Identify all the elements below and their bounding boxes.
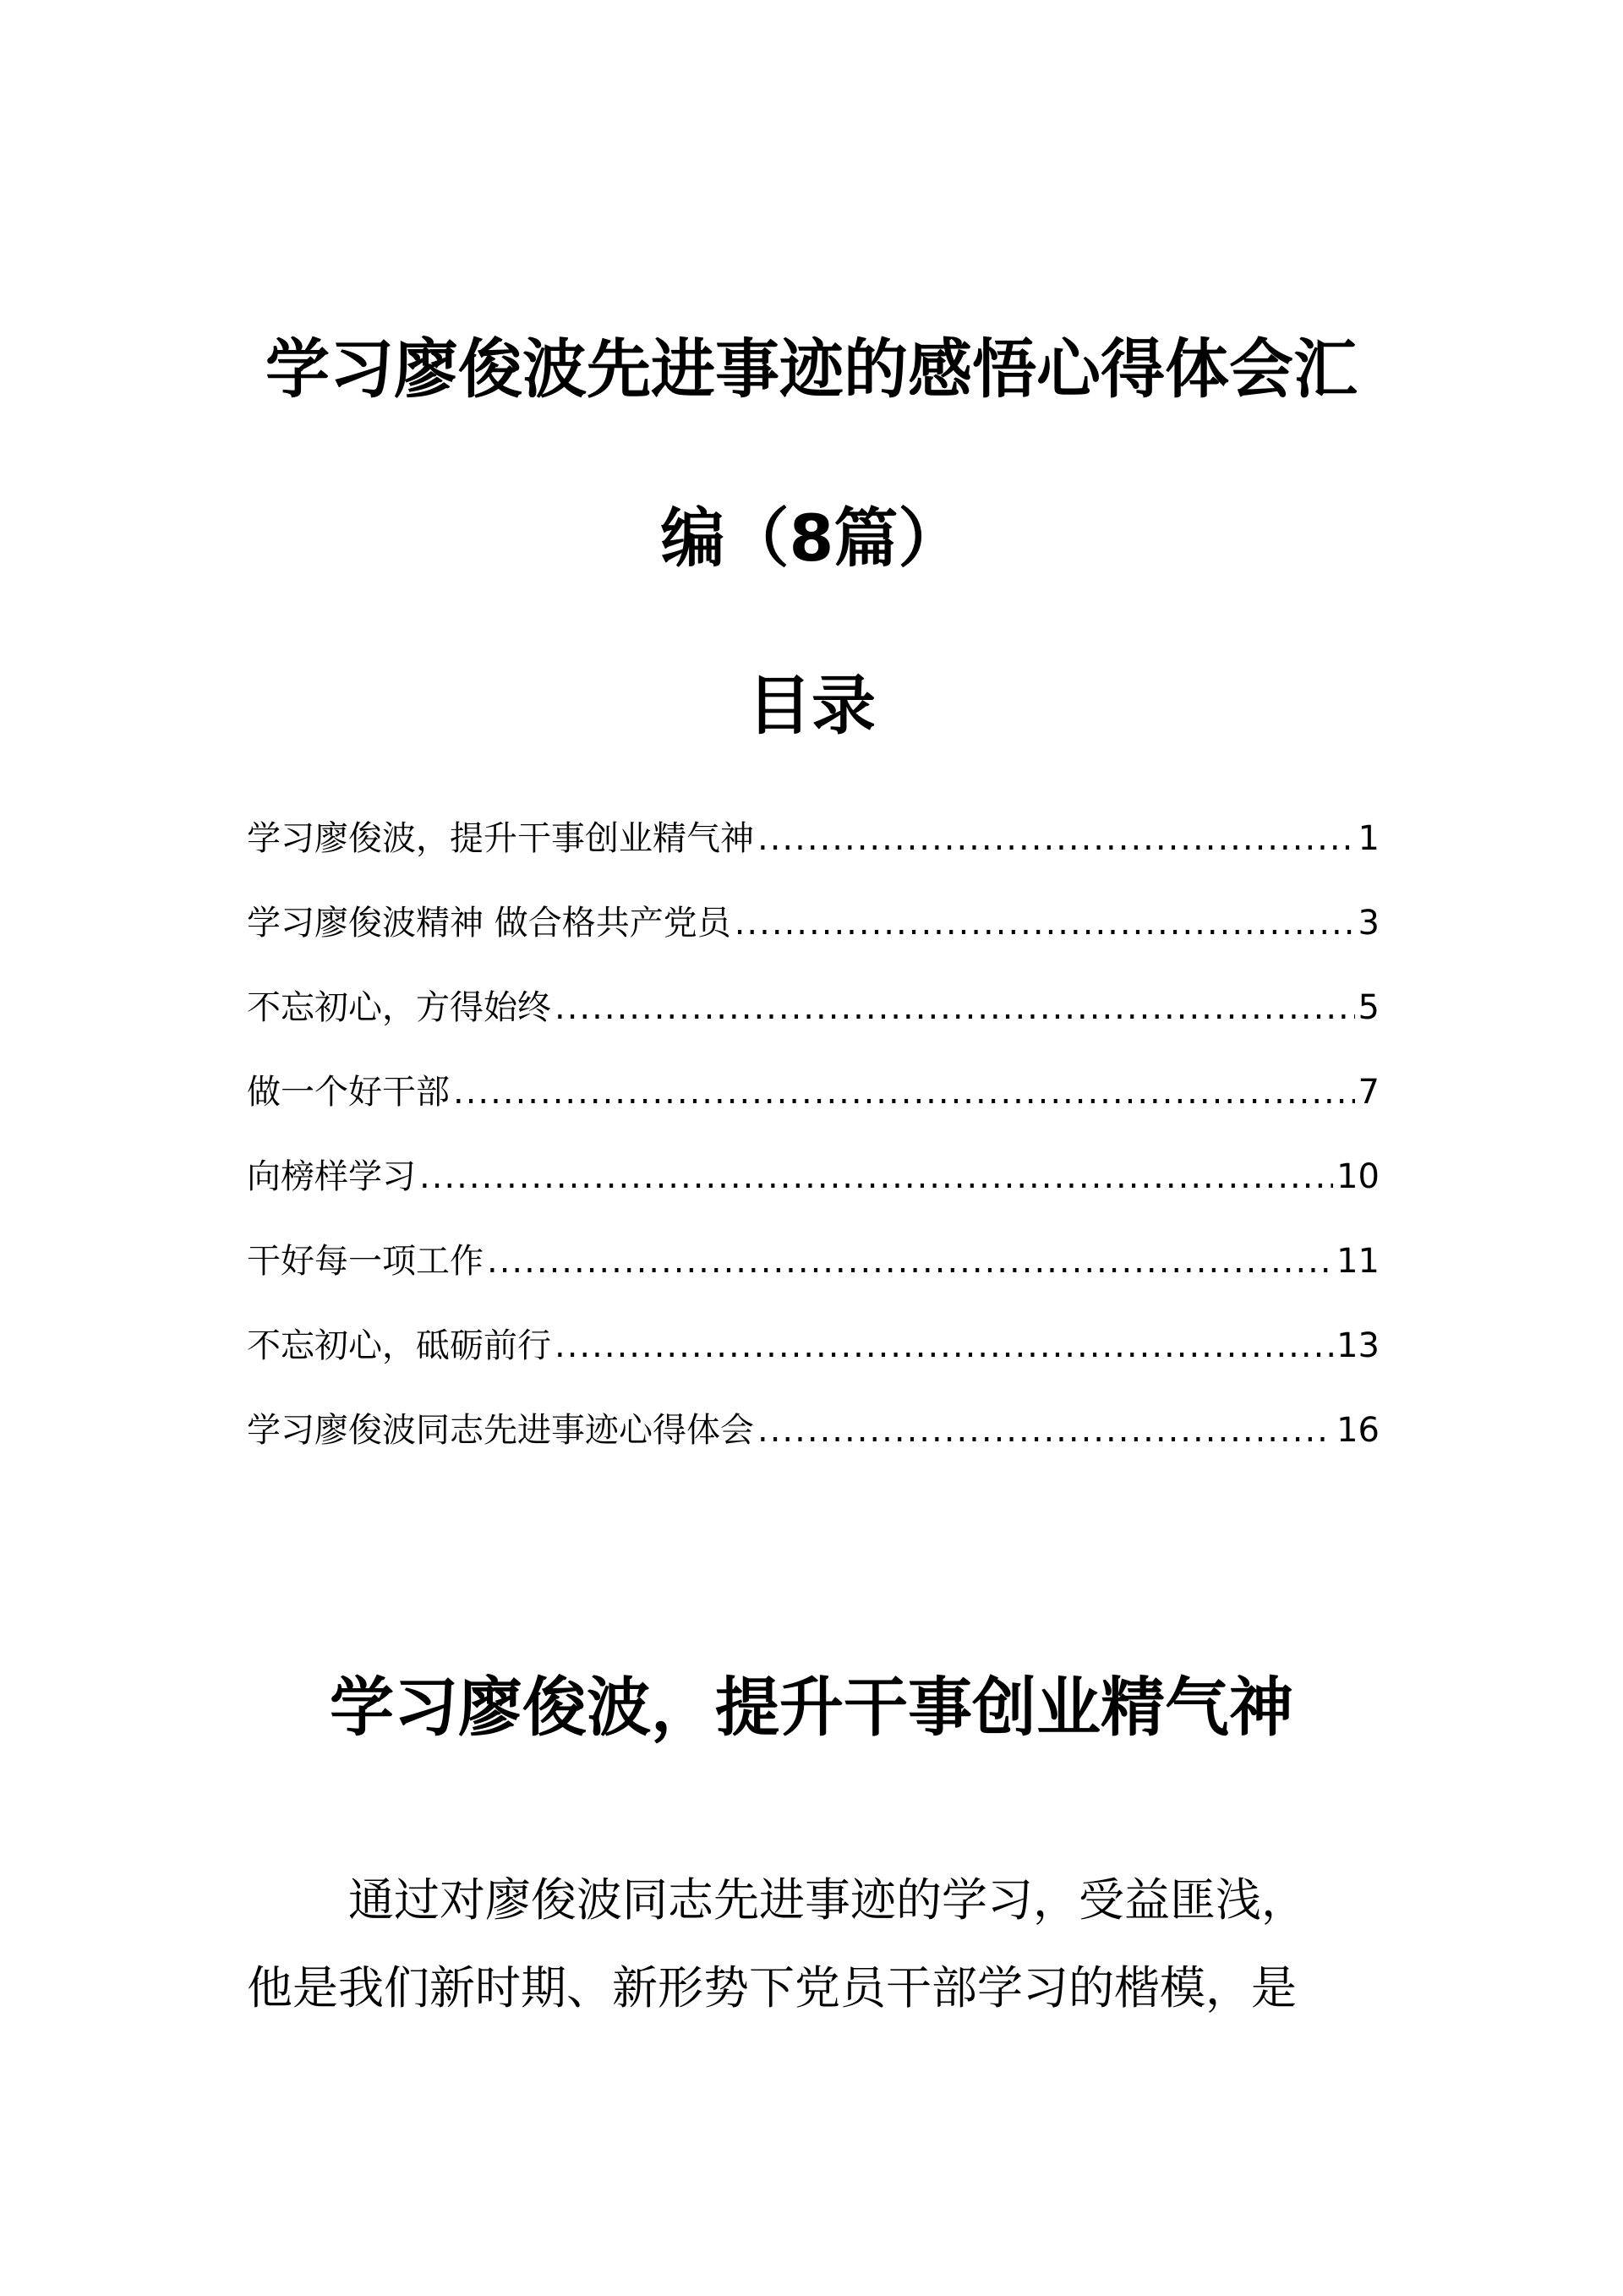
toc-dot-leader xyxy=(555,982,1355,1033)
body-paragraph xyxy=(247,1856,1380,2032)
toc-dot-leader xyxy=(487,1236,1333,1287)
document-title-line1: 学习廖俊波先进事迹的感悟心得体会汇 xyxy=(265,331,1358,407)
toc-entry-page: 10 xyxy=(1336,1157,1380,1196)
toc-entry-label: 不忘初心，砥砺前行 xyxy=(247,1326,551,1365)
toc-dot-leader xyxy=(555,1320,1333,1371)
toc-entry-label: 做一个好干部 xyxy=(247,1073,450,1112)
document-title-line2: 编（8篇） xyxy=(660,500,963,576)
table-of-contents xyxy=(247,813,1380,1490)
toc-dot-leader xyxy=(757,813,1355,864)
toc-entry[interactable] xyxy=(247,1236,1380,1320)
toc-entry-page: 3 xyxy=(1358,904,1380,943)
toc-entry[interactable] xyxy=(247,1151,1380,1236)
toc-entry[interactable] xyxy=(247,1067,1380,1151)
toc-entry-label: 学习廖俊波同志先进事迹心得体会 xyxy=(247,1411,754,1450)
toc-entry-page: 16 xyxy=(1336,1411,1380,1450)
toc-entry-page: 13 xyxy=(1336,1326,1380,1365)
toc-entry-label: 学习廖俊波，提升干事创业精气神 xyxy=(247,819,754,858)
toc-dot-leader xyxy=(419,1151,1333,1202)
toc-entry-page: 11 xyxy=(1336,1242,1380,1281)
toc-entry[interactable] xyxy=(247,982,1380,1067)
toc-entry-label: 不忘初心，方得始终 xyxy=(247,988,551,1027)
toc-entry-page: 5 xyxy=(1358,988,1380,1027)
toc-entry-page: 7 xyxy=(1358,1073,1380,1112)
toc-dot-leader xyxy=(735,898,1355,948)
toc-entry-label: 干好每一项工作 xyxy=(247,1242,484,1281)
toc-dot-leader xyxy=(757,1405,1333,1456)
section-title: 学习廖俊波，提升干事创业精气神 xyxy=(330,1670,1293,1745)
toc-heading: 目录 xyxy=(747,668,876,743)
toc-entry-page: 1 xyxy=(1358,819,1380,858)
toc-entry[interactable] xyxy=(247,1405,1380,1490)
paragraph-line: 通过对廖俊波同志先进事迹的学习，受益匪浅， xyxy=(348,1873,1307,1927)
toc-entry-label: 向榜样学习 xyxy=(247,1157,416,1196)
paragraph-line: 他是我们新时期、新形势下党员干部学习的楷模，是 xyxy=(247,1961,1297,2014)
toc-entry[interactable] xyxy=(247,1320,1380,1405)
toc-entry[interactable] xyxy=(247,898,1380,982)
toc-dot-leader xyxy=(453,1067,1355,1118)
toc-entry[interactable] xyxy=(247,813,1380,898)
toc-entry-label: 学习廖俊波精神 做合格共产党员 xyxy=(247,904,731,943)
